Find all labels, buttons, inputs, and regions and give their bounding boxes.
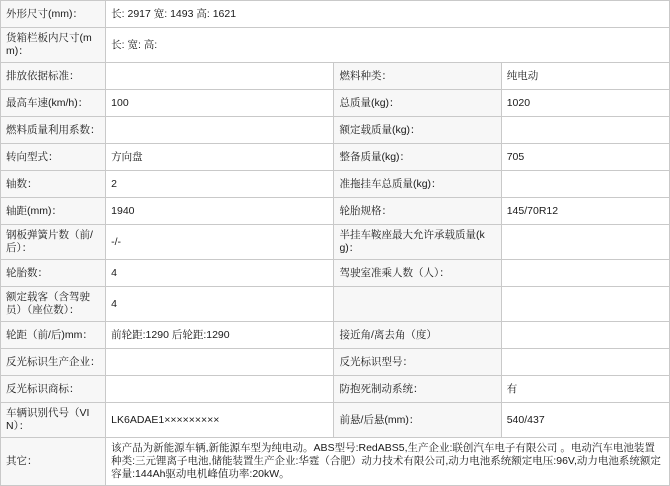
- row-value-4: [106, 117, 334, 144]
- row-value-10b: [501, 287, 669, 322]
- row-value-9: 4: [106, 260, 334, 287]
- row-value-12: [106, 349, 334, 376]
- row-value-5b: 705: [501, 144, 669, 171]
- row-value-10: 4: [106, 287, 334, 322]
- row-label-0: 外形尺寸(mm)：: [1, 1, 106, 28]
- table-row: [1, 144, 670, 171]
- row-label-8b: 半挂车鞍座最大允许承载质量(kg)：: [334, 225, 501, 260]
- row-label-5: 转向型式：: [1, 144, 106, 171]
- row-label-3b: 总质量(kg)：: [334, 90, 501, 117]
- row-value-13b: 有: [501, 376, 669, 403]
- table-row: [1, 198, 670, 225]
- row-label-11b: 接近角/离去角（度）: [334, 322, 501, 349]
- row-value-2: [106, 63, 334, 90]
- table-row: [1, 376, 670, 403]
- table-row: [1, 260, 670, 287]
- other-label: 其它：: [1, 438, 106, 486]
- table-row: [1, 1, 670, 28]
- other-note: 该产品为新能源车辆,新能源车型为纯电动。ABS型号:RedABS5,生产企业:联创汽车电子有限公司 。电动汽车电池装置种类:三元锂离子电池,储能装置生产企业:华霆（合肥）动力技术有限公司,动力电池系统额定电压:96V,动力电池系统额定容量:144Ah驱动电机峰值功率:20kW。: [106, 438, 670, 486]
- row-label-12b: 反光标识型号：: [334, 349, 501, 376]
- row-label-6b: 准拖挂车总质量(kg)：: [334, 171, 501, 198]
- row-label-9b: 驾驶室准乘人数（人）：: [334, 260, 501, 287]
- row-value-14: LK6ADAE1×××××××××: [106, 403, 334, 438]
- row-label-4: 燃料质量利用系数：: [1, 117, 106, 144]
- row-label-10: 额定载客（含驾驶员）（座位数）：: [1, 287, 106, 322]
- row-label-7b: 轮胎规格：: [334, 198, 501, 225]
- row-label-3: 最高车速(km/h)：: [1, 90, 106, 117]
- row-value-13: [106, 376, 334, 403]
- row-label-2: 排放依据标准：: [1, 63, 106, 90]
- table-row: [1, 171, 670, 198]
- table-row: [1, 403, 670, 438]
- table-row: [1, 28, 670, 63]
- row-label-11: 轮距（前/后)mm：: [1, 322, 106, 349]
- row-value-3: 100: [106, 90, 334, 117]
- row-value-14b: 540/437: [501, 403, 669, 438]
- row-label-10b: [334, 287, 501, 322]
- table-row: [1, 63, 670, 90]
- table-row: [1, 225, 670, 260]
- row-value-11b: [501, 322, 669, 349]
- row-value-1: 长: 宽: 高:: [106, 28, 670, 63]
- row-value-8b: [501, 225, 669, 260]
- row-label-4b: 额定载质量(kg)：: [334, 117, 501, 144]
- row-value-8: -/-: [106, 225, 334, 260]
- row-value-3b: 1020: [501, 90, 669, 117]
- row-value-9b: [501, 260, 669, 287]
- row-label-13b: 防抱死制动系统：: [334, 376, 501, 403]
- table-row: [1, 287, 670, 322]
- row-value-6: 2: [106, 171, 334, 198]
- row-value-5: 方向盘: [106, 144, 334, 171]
- row-label-2b: 燃料种类：: [334, 63, 501, 90]
- spec-rows: [1, 1, 670, 486]
- row-value-12b: [501, 349, 669, 376]
- row-label-5b: 整备质量(kg)：: [334, 144, 501, 171]
- row-label-6: 轴数：: [1, 171, 106, 198]
- row-value-7b: 145/70R12: [501, 198, 669, 225]
- row-value-7: 1940: [106, 198, 334, 225]
- row-label-7: 轴距(mm)：: [1, 198, 106, 225]
- table-row: [1, 322, 670, 349]
- row-value-0: 长: 2917 宽: 1493 高: 1621: [106, 1, 670, 28]
- row-label-14: 车辆识别代号（VIN）：: [1, 403, 106, 438]
- row-value-4b: [501, 117, 669, 144]
- table-row: [1, 349, 670, 376]
- table-row: [1, 90, 670, 117]
- row-label-8: 钢板弹簧片数（前/后）：: [1, 225, 106, 260]
- row-label-12: 反光标识生产企业：: [1, 349, 106, 376]
- row-label-13: 反光标识商标：: [1, 376, 106, 403]
- table-row: [1, 117, 670, 144]
- row-label-14b: 前悬/后悬(mm)：: [334, 403, 501, 438]
- row-label-1: 货箱栏板内尺寸(mm)：: [1, 28, 106, 63]
- row-value-2b: 纯电动: [501, 63, 669, 90]
- row-value-11: 前轮距:1290 后轮距:1290: [106, 322, 334, 349]
- row-label-9: 轮胎数：: [1, 260, 106, 287]
- row-value-6b: [501, 171, 669, 198]
